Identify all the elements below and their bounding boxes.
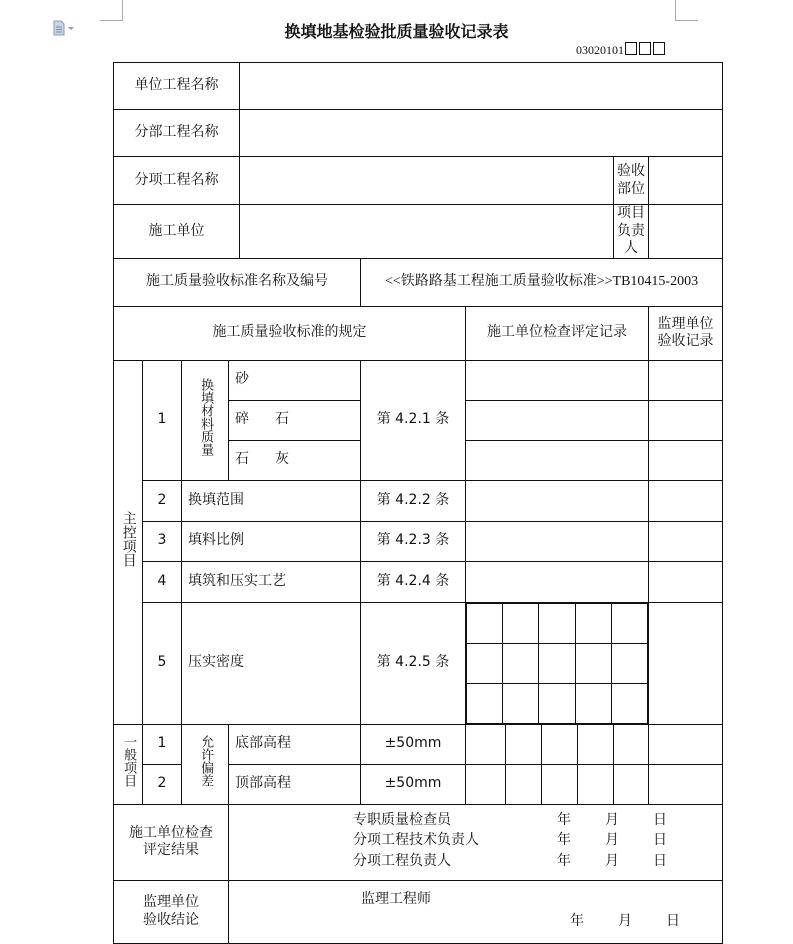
main-item-3-num: 3 (143, 521, 182, 561)
supervisor-record-header (649, 306, 723, 360)
supervisor-record-general-1[interactable] (649, 724, 723, 764)
spec-header: 施工质量验收标准的规定 (114, 306, 466, 360)
construction-unit-value[interactable] (240, 205, 614, 259)
item-leader-date: 年 月 日 (557, 852, 667, 869)
main-item-1-num: 1 (143, 360, 182, 480)
check-record-header: 施工单位检查评定记录 (466, 306, 649, 360)
density-cell[interactable] (611, 643, 647, 683)
supervisor-date: 年 月 日 (570, 912, 680, 929)
density-cell[interactable] (467, 683, 503, 723)
construction-unit-label: 施工单位 (114, 205, 240, 259)
supervisor-record-5[interactable] (649, 602, 723, 724)
material-sand: 砂 (229, 360, 361, 400)
unit-project-label: 单位工程名称 (114, 63, 240, 110)
general-item-2-name: 顶部高程 (229, 764, 361, 804)
supervision-conclusion-label (114, 880, 229, 943)
item-project-value[interactable] (240, 157, 614, 205)
deviation-cell[interactable] (614, 764, 649, 804)
general-item-1-tolerance: ±50mm (361, 724, 466, 764)
main-item-3-clause: 第 4.2.3 条 (361, 521, 466, 561)
density-cell[interactable] (503, 683, 539, 723)
density-cell[interactable] (539, 643, 575, 683)
inspection-form-table (113, 62, 723, 944)
deviation-cell[interactable] (506, 764, 542, 804)
main-item-3-name: 填料比例 (182, 521, 361, 561)
density-cell[interactable] (575, 683, 611, 723)
density-cell[interactable] (503, 643, 539, 683)
density-cell[interactable] (575, 603, 611, 643)
density-cell[interactable] (611, 683, 647, 723)
deviation-cell[interactable] (542, 764, 578, 804)
main-item-4-clause: 第 4.2.4 条 (361, 561, 466, 602)
inspection-location-label: 验收部位 (614, 157, 649, 205)
deviation-cell[interactable] (506, 724, 542, 764)
inspector-label: 专职质量检查员 (353, 811, 451, 828)
deviation-cell[interactable] (542, 724, 578, 764)
material-gravel: 碎石 (229, 400, 361, 440)
deviation-cell[interactable] (466, 764, 506, 804)
material-lime: 石灰 (229, 440, 361, 480)
tech-leader-label: 分项工程技术负责人 (353, 831, 479, 848)
supervision-line-1: 监理单位 (143, 894, 199, 910)
crop-mark-top-left (100, 0, 123, 21)
supervisor-header-line-2: 验收记录 (657, 333, 714, 349)
general-items-group-label: 一般项目 (114, 724, 143, 804)
general-item-1-name: 底部高程 (229, 724, 361, 764)
sub-project-label: 分部工程名称 (114, 110, 240, 157)
density-cell[interactable] (467, 603, 503, 643)
check-record-gravel[interactable] (466, 400, 649, 440)
tech-leader-date: 年 月 日 (557, 831, 667, 848)
main-item-5-name: 压实密度 (182, 602, 361, 724)
density-cell[interactable] (539, 683, 575, 723)
density-cell[interactable] (611, 603, 647, 643)
form-code-number: 03020101 (576, 43, 624, 57)
supervisor-record-general-2[interactable] (649, 764, 723, 804)
check-record-3[interactable] (466, 521, 649, 561)
supervisor-header-line-1: 监理单位 (657, 315, 714, 332)
item-project-label: 分项工程名称 (114, 157, 240, 205)
supervisor-record-lime[interactable] (649, 440, 723, 480)
project-leader-value[interactable] (649, 205, 723, 259)
allowed-deviation-label: 允许偏差 (182, 724, 229, 804)
crop-mark-top-right (675, 0, 698, 21)
density-cell[interactable] (575, 643, 611, 683)
supervisor-engineer-label: 监理工程师 (361, 890, 431, 907)
construction-check-line-1: 施工单位检查 (129, 824, 213, 841)
check-record-lime[interactable] (466, 440, 649, 480)
supervision-conclusion-result[interactable] (229, 880, 723, 943)
density-cell[interactable] (467, 643, 503, 683)
deviation-cell[interactable] (466, 724, 506, 764)
supervisor-record-4[interactable] (649, 561, 723, 602)
code-boxes (625, 42, 667, 58)
construction-check-result[interactable] (229, 804, 723, 880)
main-item-2-name: 换填范围 (182, 480, 361, 521)
deviation-cell[interactable] (614, 724, 649, 764)
construction-check-label (114, 804, 229, 880)
standard-name-label: 施工质量验收标准名称及编号 (114, 258, 361, 306)
supervision-line-2: 验收结论 (143, 911, 199, 928)
density-grid-table (466, 603, 648, 724)
general-item-2-num: 2 (143, 764, 182, 804)
main-item-5-num: 5 (143, 602, 182, 724)
density-check-grid (466, 602, 649, 724)
density-cell[interactable] (539, 603, 575, 643)
main-item-5-clause: 第 4.2.5 条 (361, 602, 466, 724)
main-item-4-name: 填筑和压实工艺 (182, 561, 361, 602)
density-cell[interactable] (503, 603, 539, 643)
inspection-location-value[interactable] (649, 157, 723, 205)
supervisor-record-2[interactable] (649, 480, 723, 521)
inspector-date: 年 月 日 (557, 811, 667, 828)
project-leader-label: 项目负责人 (614, 205, 649, 259)
unit-project-value[interactable] (240, 63, 723, 110)
deviation-cell[interactable] (578, 764, 614, 804)
form-title: 换填地基检验批质量验收记录表 (284, 22, 509, 41)
material-quality-label: 换填材料质量 (182, 360, 229, 480)
sub-project-value[interactable] (240, 110, 723, 157)
main-item-2-clause: 第 4.2.2 条 (361, 480, 466, 521)
main-items-group-label: 主控项目 (114, 360, 143, 724)
general-item-1-num: 1 (143, 724, 182, 764)
main-item-1-clause: 第 4.2.1 条 (361, 360, 466, 480)
deviation-cell[interactable] (578, 724, 614, 764)
signature-block (229, 805, 722, 880)
main-item-4-num: 4 (143, 561, 182, 602)
construction-check-line-2: 评定结果 (143, 842, 199, 858)
item-leader-label: 分项工程负责人 (353, 852, 451, 869)
supervisor-record-3[interactable] (649, 521, 723, 561)
check-record-2[interactable] (466, 480, 649, 521)
check-record-4[interactable] (466, 561, 649, 602)
main-item-2-num: 2 (143, 480, 182, 521)
form-code (576, 42, 667, 58)
supervisor-signature-block (229, 881, 722, 943)
supervisor-record-sand[interactable] (649, 360, 723, 400)
general-item-2-tolerance: ±50mm (361, 764, 466, 804)
supervisor-record-gravel[interactable] (649, 400, 723, 440)
check-record-sand[interactable] (466, 360, 649, 400)
standard-name-value: <<铁路路基工程施工质量验收标准>>TB10415-2003 (361, 258, 723, 306)
